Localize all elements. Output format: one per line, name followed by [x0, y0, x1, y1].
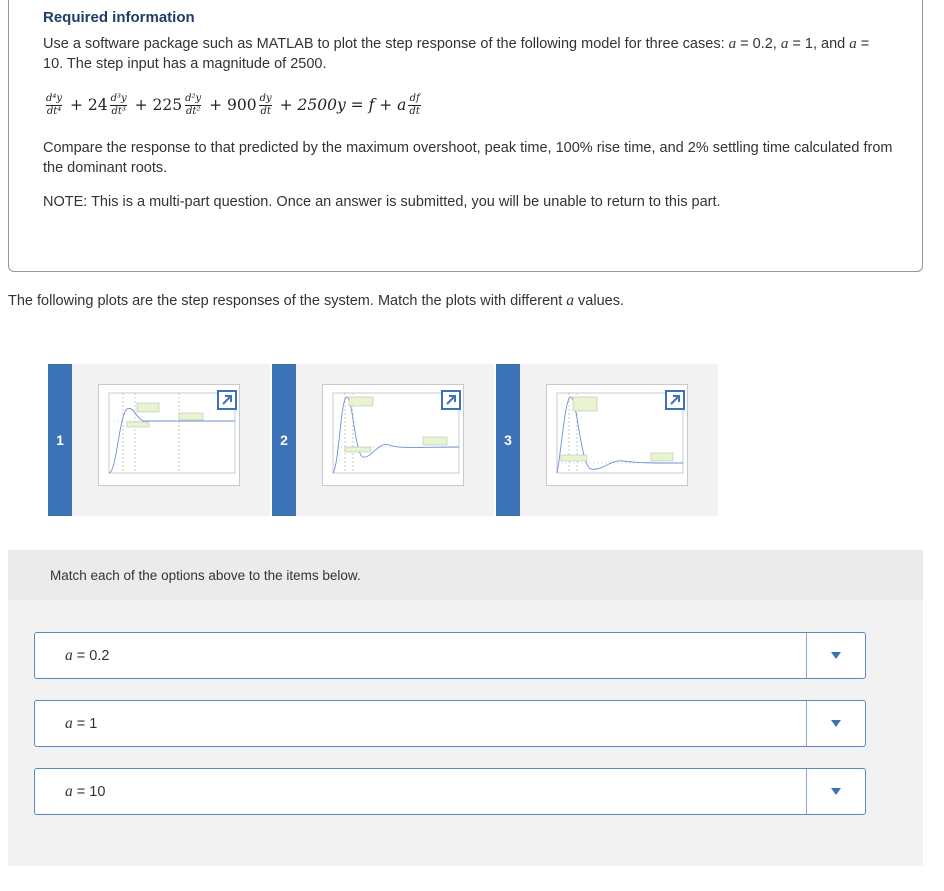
match-dropdown[interactable]: [806, 633, 865, 678]
fraction-dy: $\frac{dy}{dt}$: [259, 92, 272, 117]
caret-down-icon: [831, 720, 841, 727]
match-dropdown[interactable]: [806, 769, 865, 814]
match-area: [8, 550, 923, 866]
fraction-d4y: $\frac{\text{d⁴y}}{\text{dt⁴}}$: [46, 92, 63, 117]
problem-statement: Use a software package such as MATLAB to plot the step response of the following model for three cases: a = 0.2, a = 1, and a = 10. The step input has a magnitude of 2500.: [43, 36, 870, 72]
option-3-handle[interactable]: 3: [496, 364, 520, 516]
match-instruction: Match each of the options above to the items below.: [50, 568, 361, 583]
match-item-label: a = 0.2: [65, 647, 110, 664]
fraction-d3y: $\frac{\text{d³y}}{\text{dt³}}$: [110, 92, 127, 117]
match-header: [8, 550, 923, 600]
differential-equation: $\frac{\text{d⁴y}}{\text{dt⁴}}$ + 24 $\frac{\text{d³y}}{\text{dt³}}$ + 225 $\frac{\text{d²y}}{\text{dt²}}$ + 900 $\frac{dy}{dt}$ + 2500y = f + a $\frac{df}{dt}$: [46, 92, 420, 117]
caret-down-icon: [831, 788, 841, 795]
match-item-label: a = 1: [65, 715, 98, 732]
expand-icon[interactable]: [217, 390, 237, 410]
plots-instruction: The following plots are the step responses of the system. Match the plots with different a values.: [8, 292, 625, 309]
match-item-a-10[interactable]: [34, 768, 866, 815]
match-dropdown[interactable]: [806, 701, 865, 746]
match-item-label: a = 10: [65, 783, 106, 800]
compare-statement: Compare the response to that predicted by the maximum overshoot, peak time, 100% rise time, and 2% settling time calculated from the dominant roots.: [43, 140, 893, 176]
option-2-handle[interactable]: 2: [272, 364, 296, 516]
expand-icon[interactable]: [665, 390, 685, 410]
required-info-title: Required information: [43, 9, 195, 26]
fraction-df: $\frac{df}{dt}$: [409, 92, 420, 117]
option-1-handle[interactable]: 1: [48, 364, 72, 516]
match-item-a-0-2[interactable]: [34, 632, 866, 679]
match-item-a-1[interactable]: [34, 700, 866, 747]
expand-icon[interactable]: [441, 390, 461, 410]
fraction-d2y: $\frac{\text{d²y}}{\text{dt²}}$: [185, 92, 202, 117]
caret-down-icon: [831, 652, 841, 659]
multipart-note: NOTE: This is a multi-part question. Once an answer is submitted, you will be unable to return to this part.: [43, 194, 721, 210]
